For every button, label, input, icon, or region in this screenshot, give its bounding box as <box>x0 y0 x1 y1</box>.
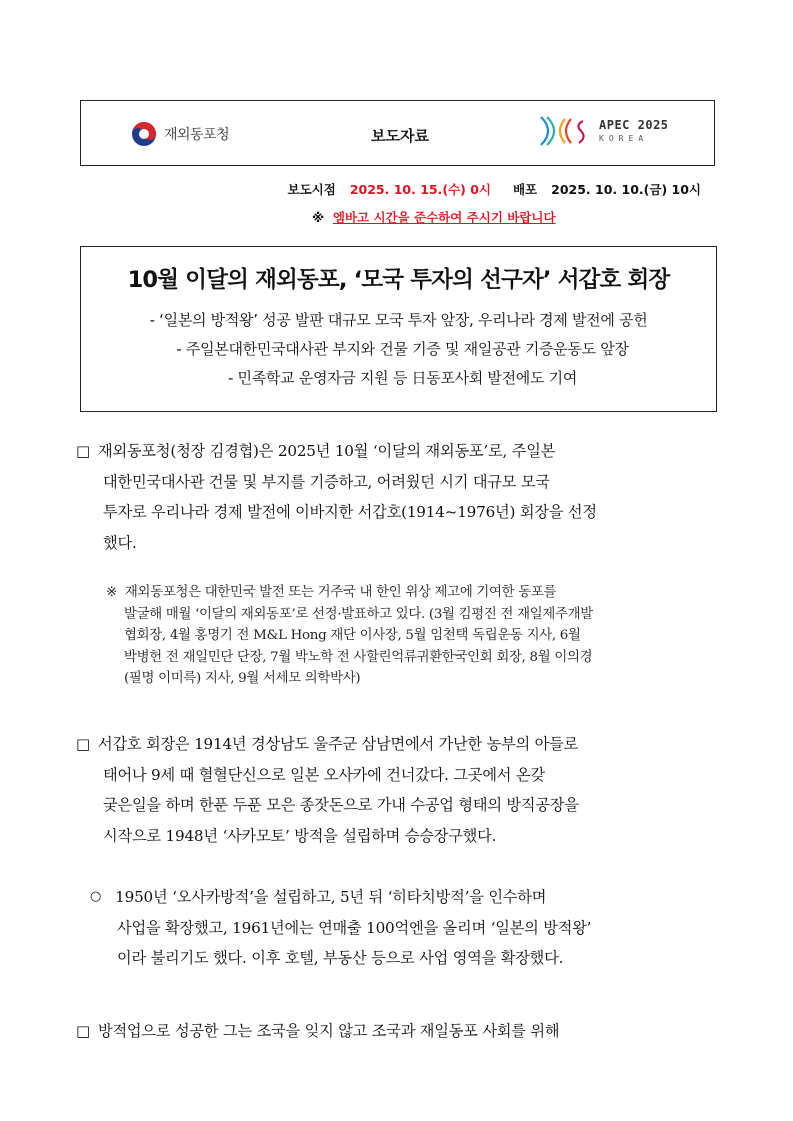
note <box>106 582 718 690</box>
taegeuk-icon <box>131 121 157 147</box>
paragraph-line: 했다. <box>103 533 137 552</box>
subtitle-line: - 주일본대한민국대사관 부지와 건물 기증 및 재일공관 기증운동도 앞장 <box>176 340 629 358</box>
paragraph-line: 이라 불리기도 했다. 이후 호텔, 부동산 등으로 사업 영역을 확장했다. <box>117 949 564 967</box>
checkbox-bullet: □ <box>76 1022 90 1040</box>
subtitle-line: - 민족학교 운영자금 지원 등 日동포사회 발전에도 기여 <box>227 369 578 387</box>
release-time: 2025. 10. 15.(수) 0시 <box>349 182 491 197</box>
paragraph-line: 서갑호 회장은 1914년 경상남도 울주군 삼남면에서 가난한 농부의 아들로 <box>97 735 579 753</box>
header-box <box>80 100 715 166</box>
checkbox-bullet: □ <box>76 442 90 460</box>
embargo-notice <box>312 208 556 226</box>
paragraph-line: 방적업으로 성공한 그는 조국을 잊지 않고 조국과 재일동포 사회를 위해 <box>97 1022 560 1040</box>
paragraph-2 <box>76 729 719 851</box>
paragraph-line: 시작으로 1948년 ‘사카모토’ 방적을 설립하며 승승장구했다. <box>103 826 497 845</box>
apec-subtitle: KOREA <box>599 134 649 143</box>
paragraph-line: 태어나 9세 때 혈혈단신으로 일본 오사카에 건너갔다. 그곳에서 온갖 <box>103 765 545 784</box>
paragraph-line: 1950년 ‘오사카방적’을 설립하고, 5년 뒤 ‘히타치방적’을 인수하며 <box>115 888 547 906</box>
paragraph-line: 사업을 확장했고, 1961년에는 연매출 100억엔을 올리며 ‘일본의 방적왕’ <box>117 918 592 937</box>
note-line: 발굴해 매월 ‘이달의 재외동포’로 선정·발표하고 있다. (3월 김평진 전 재일제주개발 <box>124 606 593 622</box>
note-line: 재외동포청은 대한민국 발전 또는 거주국 내 한인 위상 제고에 기여한 동포를 <box>124 585 557 600</box>
distribution-time: 2025. 10. 10.(금) 10시 <box>551 182 701 197</box>
apec-title: APEC 2025 <box>599 118 669 132</box>
paragraph-line: 궂은일을 하며 한푼 두푼 모은 종잣돈으로 가내 수공업 형태의 방직공장을 <box>103 796 579 814</box>
checkbox-bullet: □ <box>76 735 90 753</box>
sub-paragraph <box>90 882 719 974</box>
paragraph-line: 투자로 우리나라 경제 발전에 이바지한 서갑호(1914~1976년) 회장을 선정 <box>103 503 597 521</box>
release-info <box>288 180 701 198</box>
circle-bullet: ○ <box>90 889 102 904</box>
release-label: 보도시점 <box>287 182 336 197</box>
embargo-mark: ※ <box>312 210 325 225</box>
agency-logo <box>131 121 229 147</box>
embargo-text: 엠바고 시간을 준수하여 주시기 바랍니다 <box>332 210 556 225</box>
title-box <box>80 246 717 412</box>
paragraph-3 <box>76 1016 719 1047</box>
paragraph-line: 재외동포청(청장 김경협)은 2025년 10월 ‘이달의 재외동포’로, 주일본 <box>97 442 556 460</box>
document-type: 보도자료 <box>371 127 429 145</box>
note-line: 협회장, 4월 홍명기 전 M&L Hong 재단 이사장, 5월 임천택 독립운동 지사, 6월 <box>124 628 581 643</box>
note-line: 박병헌 전 재일민단 단장, 7월 박노학 전 사할린억류귀환한국인회 회장, 8월 이의경 <box>124 649 593 665</box>
note-mark: ※ <box>106 585 117 600</box>
paragraph-line: 대한민국대사관 건물 및 부지를 기증하고, 어려웠던 시기 대규모 모국 <box>103 472 550 491</box>
note-line: (필명 이미륵) 지사, 9월 서세모 의학박사) <box>124 671 361 686</box>
apec-logo <box>535 113 669 149</box>
subtitle-line: - ‘일본의 방적왕’ 성공 발판 대규모 모국 투자 앞장, 우리나라 경제 발전에 공헌 <box>149 311 648 329</box>
subtitle-list <box>81 306 716 393</box>
distribution-label: 배포 <box>512 182 538 197</box>
headline: 10월 이달의 재외동포, ‘모국 투자의 선구자’ 서갑호 회장 <box>127 267 670 293</box>
paragraph-1 <box>76 436 719 558</box>
apec-emblem-icon <box>535 113 593 149</box>
agency-name: 재외동포청 <box>164 127 230 143</box>
